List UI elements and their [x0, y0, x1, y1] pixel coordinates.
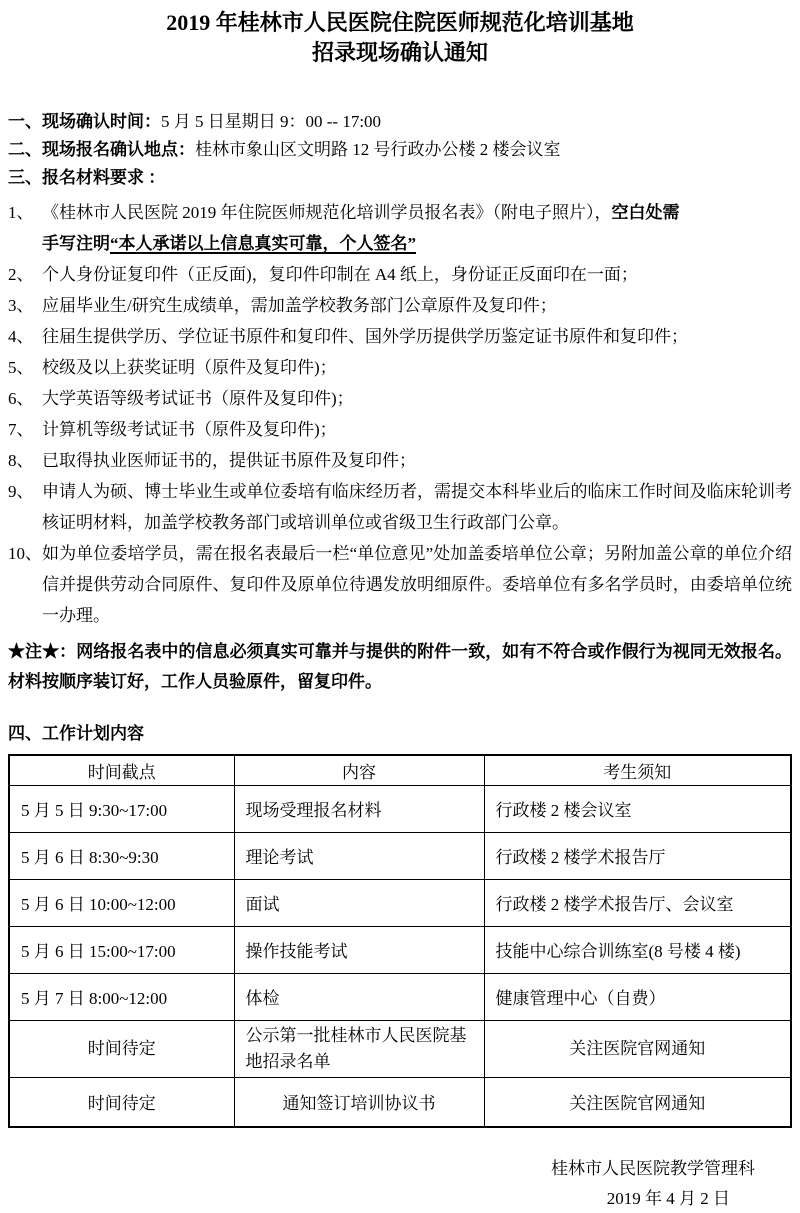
table-row — [9, 785, 791, 832]
cell-content: 体检 — [234, 973, 484, 1020]
item-number: 2、 — [8, 265, 34, 284]
section-text: 桂林市象山区文明路 12 号行政办公楼 2 楼会议室 — [195, 140, 561, 159]
section-work-plan: 四、工作计划内容 — [8, 724, 144, 743]
cell-content: 操作技能考试 — [234, 926, 484, 973]
item-text-underline: “本人承诺以上信息真实可靠，个人签名” — [110, 234, 416, 253]
cell-time: 5 月 7 日 8:00~12:00 — [9, 973, 234, 1020]
cell-content: 理论考试 — [234, 832, 484, 879]
section-text: 5 月 5 日星期日 9：00 -- 17:00 — [161, 112, 382, 131]
section-material-requirements — [8, 164, 792, 192]
table-row — [9, 926, 791, 973]
header-content: 内容 — [234, 755, 484, 785]
cell-content: 公示第一批桂林市人民医院基地招录名单 — [234, 1020, 484, 1077]
cell-time: 5 月 5 日 9:30~17:00 — [9, 785, 234, 832]
material-item-1 — [8, 197, 792, 259]
item-number: 3、 — [8, 296, 34, 315]
item-text: 计算机等级考试证书（原件及复印件)； — [42, 420, 337, 439]
cell-notice: 健康管理中心（自费） — [484, 973, 791, 1020]
cell-time: 时间待定 — [9, 1077, 234, 1127]
signature-block — [8, 1154, 792, 1213]
item-number: 1、 — [8, 203, 34, 222]
item-text: 大学英语等级考试证书（原件及复印件)； — [42, 389, 354, 408]
cell-notice: 关注医院官网通知 — [484, 1077, 791, 1127]
table-row — [9, 973, 791, 1020]
item-number: 9、 — [8, 482, 34, 501]
material-item-6 — [8, 383, 792, 414]
table-row — [9, 1020, 791, 1077]
section-confirmation-time — [8, 108, 792, 136]
note-prefix: ★注★： — [8, 642, 77, 661]
section-confirmation-place — [8, 136, 792, 164]
material-item-2 — [8, 259, 792, 290]
item-number: 5、 — [8, 358, 34, 377]
item-text-bold: 手写注明 — [42, 234, 110, 253]
item-number: 7、 — [8, 420, 34, 439]
item-number: 10、 — [8, 544, 42, 563]
section-label: 二、现场报名确认地点： — [8, 140, 195, 159]
title-line-1: 2019 年桂林市人民医院住院医师规范化培训基地 — [166, 10, 634, 35]
item-text: 如为单位委培学员，需在报名表最后一栏“单位意见”处加盖委培单位公章；另附加盖公章的单位介绍信并提供劳动合同原件、复印件及原单位待遇发放明细原件。委培单位有多名学员时，由委培单位统一办理。 — [42, 544, 792, 625]
cell-notice: 行政楼 2 楼学术报告厅、会议室 — [484, 879, 791, 926]
item-line — [42, 197, 792, 228]
signature-date: 2019 年 4 月 2 日 — [606, 1189, 730, 1208]
item-text-bold: 空白处需 — [611, 203, 680, 222]
material-item-8 — [8, 445, 792, 476]
section-label: 一、现场确认时间： — [8, 112, 161, 131]
material-list — [8, 197, 792, 631]
item-text: 已取得执业医师证书的，提供证书原件及复印件； — [42, 451, 416, 470]
cell-content: 现场受理报名材料 — [234, 785, 484, 832]
item-text-run: 《桂林市人民医院 2019 年住院医师规范化培训学员报名表》（附电子照片）， — [42, 203, 612, 222]
schedule-table — [8, 754, 792, 1128]
cell-notice: 行政楼 2 楼会议室 — [484, 785, 791, 832]
section-label: 三、报名材料要求 ： — [8, 168, 166, 187]
table-header-row — [9, 755, 791, 785]
cell-content: 通知签订培训协议书 — [234, 1077, 484, 1127]
material-item-7 — [8, 414, 792, 445]
item-text: 校级及以上获奖证明（原件及复印件)； — [42, 358, 337, 377]
item-number: 6、 — [8, 389, 34, 408]
cell-time: 5 月 6 日 10:00~12:00 — [9, 879, 234, 926]
cell-content: 面试 — [234, 879, 484, 926]
material-item-5 — [8, 352, 792, 383]
cell-notice: 技能中心综合训练室(8 号楼 4 楼) — [484, 926, 791, 973]
note-text: 网络报名表中的信息必须真实可靠并与提供的附件一致，如有不符合或作假行为视同无效报名。材料按顺序装订好，工作人员验原件，留复印件。 — [8, 642, 793, 691]
item-number: 8、 — [8, 451, 34, 470]
material-item-4 — [8, 321, 792, 352]
item-text: 往届生提供学历、学位证书原件和复印件、国外学历提供学历鉴定证书原件和复印件； — [42, 327, 688, 346]
cell-notice: 关注医院官网通知 — [484, 1020, 791, 1077]
cell-time: 时间待定 — [9, 1020, 234, 1077]
document-title — [8, 8, 792, 68]
section-headings — [8, 108, 792, 192]
material-item-3 — [8, 290, 792, 321]
item-text: 个人身份证复印件（正反面)，复印件印制在 A4 纸上，身份证正反面印在一面； — [42, 265, 638, 284]
item-text — [42, 197, 792, 259]
table-row — [9, 1077, 791, 1127]
cell-time: 5 月 6 日 15:00~17:00 — [9, 926, 234, 973]
item-line — [42, 228, 792, 259]
material-item-10 — [8, 538, 792, 631]
title-line-2: 招录现场确认通知 — [311, 40, 488, 65]
material-item-9 — [8, 476, 792, 538]
header-notice: 考生须知 — [484, 755, 791, 785]
item-number: 4、 — [8, 327, 34, 346]
cell-notice: 行政楼 2 楼学术报告厅 — [484, 832, 791, 879]
item-text: 申请人为硕、博士毕业生或单位委培有临床经历者，需提交本科毕业后的临床工作时间及临床轮训考核证明材料，加盖学校教务部门或培训单位或省级卫生行政部门公章。 — [42, 482, 792, 532]
header-time: 时间截点 — [9, 755, 234, 785]
item-text: 应届毕业生/研究生成绩单，需加盖学校教务部门公章原件及复印件； — [42, 296, 557, 315]
table-row — [9, 832, 791, 879]
table-row — [9, 879, 791, 926]
warning-note — [8, 637, 792, 697]
signature-department: 桂林市人民医院教学管理科 — [551, 1159, 755, 1178]
cell-time: 5 月 6 日 8:30~9:30 — [9, 832, 234, 879]
